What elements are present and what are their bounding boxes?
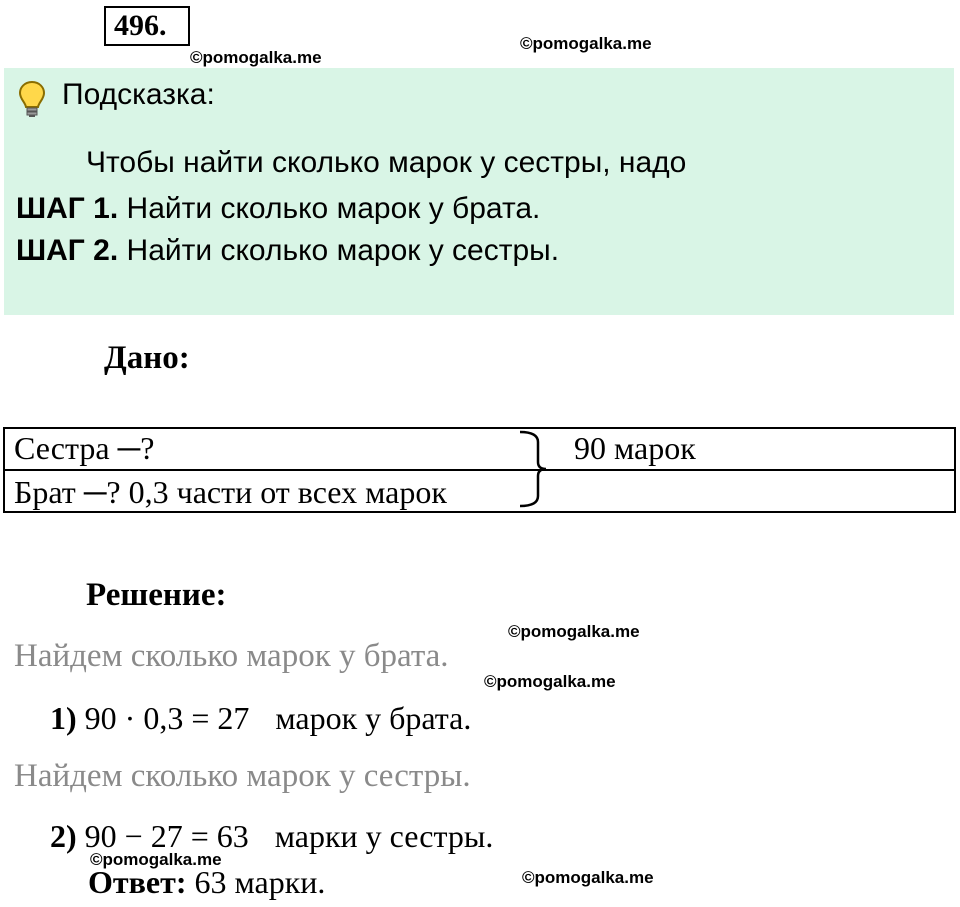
exercise-number: 496.	[104, 6, 190, 46]
given-row-sister: Сестра ─?	[14, 430, 155, 466]
hint-step-label: ШАГ 1.	[16, 192, 119, 225]
step-number: 2)	[50, 818, 77, 854]
lightbulb-icon	[18, 80, 46, 118]
step-expression: 90 − 27 = 63	[84, 818, 249, 854]
watermark: ©pomogalka.me	[90, 850, 222, 869]
given-total: 90 марок	[574, 430, 696, 466]
answer-value: 63 марки.	[194, 864, 326, 900]
step-text: марок у брата.	[275, 700, 472, 736]
brace-icon	[510, 428, 550, 510]
watermark: ©pomogalka.me	[508, 622, 640, 641]
watermark: ©pomogalka.me	[520, 34, 652, 53]
hint-step-text: Найти сколько марок у брата.	[126, 192, 541, 225]
answer-label: Ответ:	[88, 864, 187, 900]
watermark: ©pomogalka.me	[484, 672, 616, 691]
given-title: Дано:	[104, 340, 190, 376]
hint-step-text: Найти сколько марок у сестры.	[126, 234, 560, 267]
solution-title: Решение:	[86, 577, 227, 613]
step-expression: 90 · 0,3 = 27	[84, 700, 250, 736]
given-row-brother: Брат ─? 0,3 части от всех марок	[14, 474, 447, 510]
solution-step-1	[50, 700, 471, 737]
answer	[88, 864, 325, 901]
hint-step-label: ШАГ 2.	[16, 234, 119, 267]
step-number: 1)	[50, 700, 77, 736]
hint-title: Подсказка:	[62, 78, 215, 111]
step-text: марки у сестры.	[274, 818, 494, 854]
hint-intro: Чтобы найти сколько марок у сестры, надо	[86, 146, 687, 179]
hint-step-2	[16, 234, 559, 268]
table-divider	[3, 469, 956, 471]
explanation-1: Найдем сколько марок у брата.	[14, 638, 449, 674]
watermark: ©pomogalka.me	[190, 48, 322, 67]
explanation-2: Найдем сколько марок у сестры.	[14, 758, 471, 794]
hint-step-1	[16, 192, 540, 226]
watermark: ©pomogalka.me	[522, 868, 654, 887]
